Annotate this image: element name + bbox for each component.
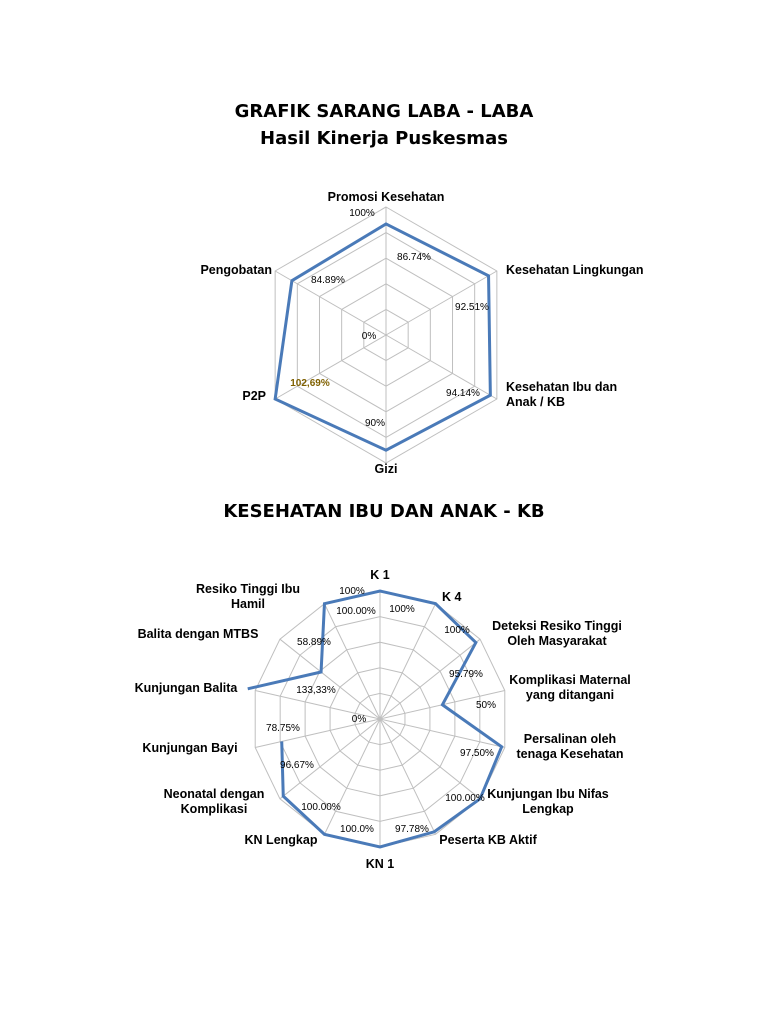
value-label: 100.00% [445,793,485,804]
category-label: Kesehatan Lingkungan [506,263,644,277]
value-label: 94.14% [446,388,480,399]
grid-spoke [386,335,497,399]
chart1-title-line2: Hasil Kinerja Puskesmas [260,128,508,149]
scale-label-100: 100% [339,586,365,597]
chart2-title: KESEHATAN IBU DAN ANAK - KB [223,501,545,522]
value-label: 95.79% [449,669,483,680]
value-label: 58.89% [297,637,331,648]
value-label: 90% [364,418,386,429]
value-label: 100% [389,604,415,615]
value-label: 97.78% [395,824,429,835]
value-label: 102,69% [290,378,330,389]
category-label: Kunjungan Bayi [142,741,238,755]
category-label: Balita dengan MTBS [137,627,259,641]
value-label: 97.50% [460,748,494,759]
category-label: Deteksi Resiko Tinggi Oleh Masyarakat [492,619,622,648]
category-label: KN Lengkap [244,833,318,847]
value-label: 84.89% [311,275,345,286]
value-label: 100.0% [340,824,374,835]
value-label: 92.51% [455,302,489,313]
category-label: Kesehatan Ibu dan Anak / KB [506,380,618,409]
category-label: Kunjungan Balita [134,681,238,695]
category-label: Gizi [374,462,398,476]
category-label: Pengobatan [200,263,272,277]
category-label: Peserta KB Aktif [439,833,537,847]
category-label: Neonatal dengan Komplikasi [163,787,265,816]
scale-label-0: 0% [361,331,377,342]
chart1-title-line1: GRAFIK SARANG LABA - LABA [234,101,534,122]
value-label: 100% [444,625,470,636]
category-label: Persalinan oleh tenaga Kesehatan [516,732,624,761]
category-label: K 4 [442,590,462,604]
value-label: 78.75% [266,723,300,734]
category-label: P2P [242,389,266,403]
value-label: 133,33% [296,685,336,696]
category-label: Promosi Kesehatan [327,190,445,204]
category-label: K 1 [370,568,390,582]
value-label: 96.67% [280,760,314,771]
category-label: Resiko Tinggi Ibu Hamil [196,582,300,611]
value-label: 100.00% [301,802,341,813]
scale-label-0: 0% [351,714,367,725]
value-label: 100.00% [336,606,376,617]
scale-label-100: 100% [349,208,375,219]
value-label: 50% [475,700,497,711]
value-label: 86.74% [397,252,431,263]
category-label: Komplikasi Maternal yang ditangani [509,673,631,702]
category-label: KN 1 [365,857,395,871]
category-label: Kunjungan Ibu Nifas Lengkap [487,787,609,816]
grid-spoke [380,719,505,747]
grid-spoke [275,335,386,399]
